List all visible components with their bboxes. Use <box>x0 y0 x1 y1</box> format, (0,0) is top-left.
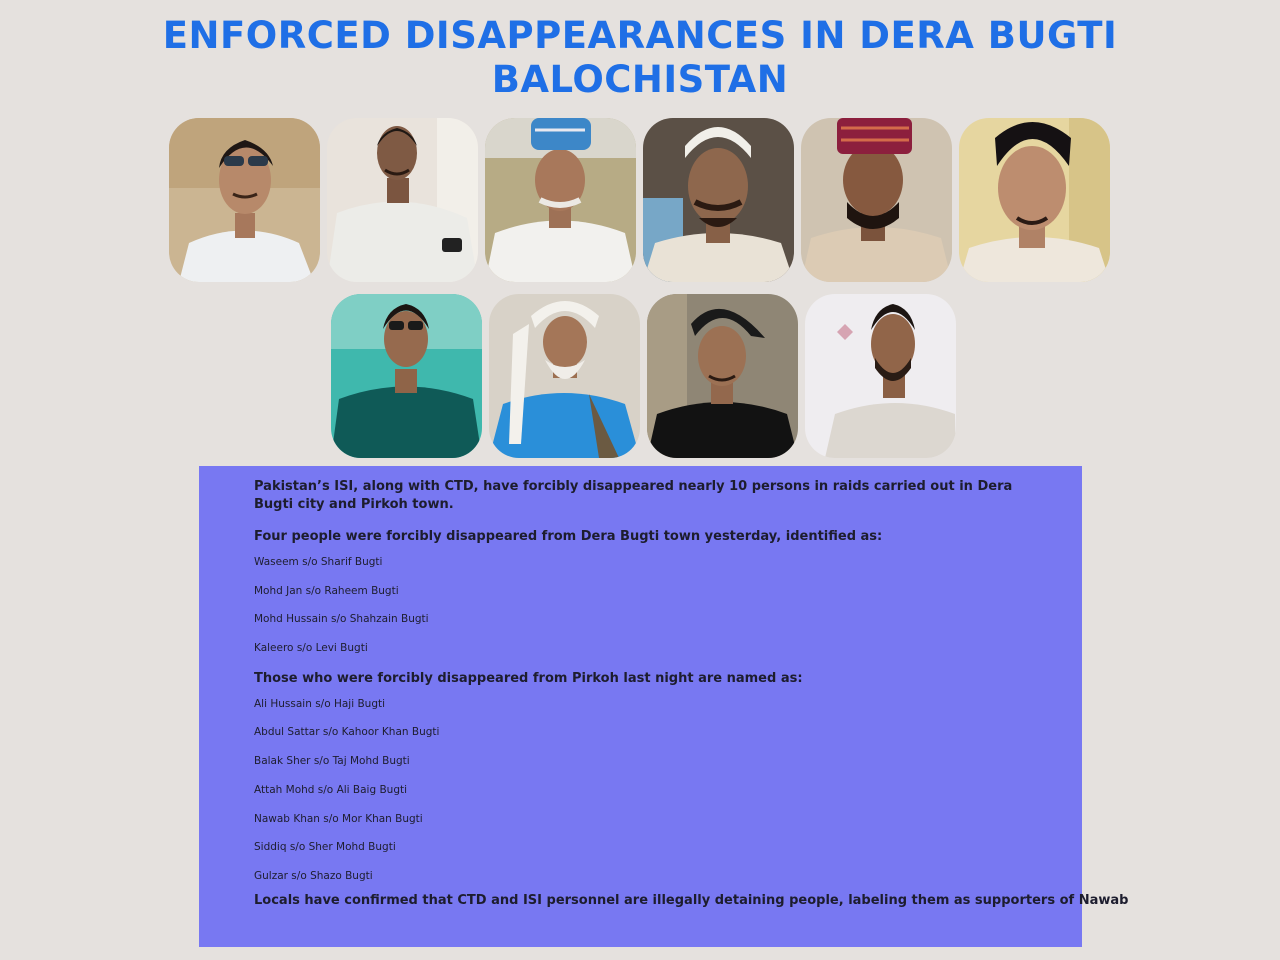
page-title <box>0 14 1280 102</box>
title-line-2: BALOCHISTAN <box>491 58 789 101</box>
portrait-row-2 <box>331 294 956 458</box>
list-item: Attah Mohd s/o Ali Baig Bugti <box>254 783 408 796</box>
list-item: Waseem s/o Sharif Bugti <box>254 556 383 568</box>
list-item: Gulzar s/o Shazo Bugti <box>254 869 373 882</box>
portrait-photo <box>489 294 640 458</box>
list-item: Kaleero s/o Levi Bugti <box>254 642 368 655</box>
lead-paragraph: Pakistan’s ISI, along with CTD, have forcibly disappeared nearly 10 persons in raids carried out in Dera Bugti city and Pirkoh town. <box>254 479 1013 512</box>
list-item: Nawab Khan s/o Mor Khan Bugti <box>254 812 423 825</box>
list-item: Abdul Sattar s/o Kahoor Khan Bugti <box>254 726 440 739</box>
portrait-photo <box>643 118 794 282</box>
portrait-photo <box>331 294 482 458</box>
portrait-photo <box>485 118 636 282</box>
portrait-photo <box>647 294 798 458</box>
list-item: Mohd Jan s/o Raheem Bugti <box>254 584 399 597</box>
portrait-photo <box>327 118 478 282</box>
article-body <box>254 478 1129 910</box>
list-item: Siddiq s/o Sher Mohd Bugti <box>254 841 396 854</box>
group-2-names <box>254 697 1054 883</box>
list-item: Balak Sher s/o Taj Mohd Bugti <box>254 755 410 768</box>
closing-paragraph: Locals have confirmed that CTD and ISI personnel are illegally detaining people, labeling them as supporters of Nawab <box>254 892 1129 908</box>
portrait-photo <box>169 118 320 282</box>
list-item: Mohd Hussain s/o Shahzain Bugti <box>254 613 429 626</box>
portrait-photo <box>805 294 956 458</box>
title-line-1: ENFORCED DISAPPEARANCES IN DERA BUGTI <box>162 14 1118 57</box>
group-2-heading: Those who were forcibly disappeared from Pirkoh last night are named as: <box>254 670 803 686</box>
list-item: Ali Hussain s/o Haji Bugti <box>254 697 386 710</box>
article-panel <box>199 466 1129 947</box>
portrait-photo <box>801 118 952 282</box>
group-1-names <box>254 555 1054 655</box>
group-1-heading: Four people were forcibly disappeared from Dera Bugti town yesterday, identified as: <box>254 529 883 544</box>
portrait-photo <box>959 118 1110 282</box>
portrait-row-1 <box>169 118 1110 282</box>
